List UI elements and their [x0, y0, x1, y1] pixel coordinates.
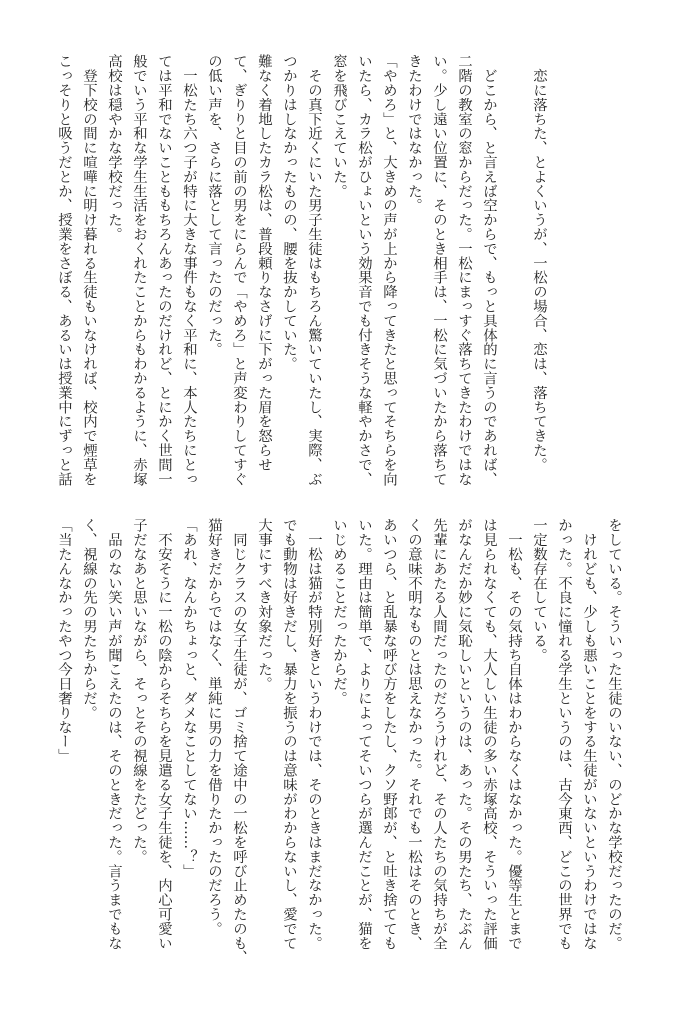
text-line: つかりはしなかったものの、腰を抜かしていた。 [281, 54, 297, 371]
text-line [501, 54, 526, 494]
text-line: でも動物は好きだし、暴力を振うのは意味がわからないし、愛でて [281, 518, 297, 950]
text-line: 般でいう平和な学生生活をおくれたことからもわかるように、赤塚 [131, 54, 147, 486]
text-line: 「あれ、なんかちょっと、ダメなことしてない……？」 [181, 518, 197, 878]
text-line: 一松は猫が特別好きというわけでは、そのときはまだなかった。 [306, 518, 322, 950]
lower-text-block [51, 518, 626, 965]
text-line: その真下近くにいた男子生徒はもちろん驚いていたし、実際、ぶ [306, 54, 322, 486]
text-line: こっそりと吸うだとか、授業をさぼる、あるいは授業中にずっと話 [56, 54, 72, 486]
text-line: いじめることだったからだ。 [331, 518, 347, 706]
text-line: 大事にすべき対象だった。 [256, 518, 272, 691]
text-line: をしている。そういった生徒のいない、のどかな学校だったのだ。 [606, 518, 622, 950]
text-line: 先輩にあたる人間だったのだろうけれど、その人たちの気持ちが全 [431, 518, 447, 950]
text-line: 難なく着地したカラ松は、普段頼りなさげに下がった眉を怒らせ [256, 54, 272, 472]
text-line: 一松たち六つ子が特に大きな事件もなく平和に、本人たちにとっ [181, 54, 197, 486]
text-line: 高校は穏やかな学校だった。 [106, 54, 122, 242]
text-line: がなんだか妙に気恥しいというのは、あった。その男たち、たぶん [456, 518, 472, 950]
text-line: 窓を飛びこえていた。 [331, 54, 347, 198]
text-line: 「当たんなかったやつ今日奢りなー」 [56, 518, 72, 763]
text-line: かった。不良に憧れる学生というのは、古今東西、どこの世界でも [556, 518, 572, 950]
text-line: 子だなあと思いながら、そっとその視線をたどった。 [131, 518, 147, 864]
text-line: 不安そうに一松の陰からそちらを見遣る女子生徒を、内心可愛い [156, 518, 172, 950]
upper-text-block [51, 54, 626, 494]
text-line: 恋に落ちた、とよくいうが、一松の場合、恋は、落ちてきた。 [531, 54, 547, 472]
text-line: い。少し遠い位置に、そのとき相手は、一松に気づいたから落ちて [431, 54, 447, 486]
text-line: 猫好きだからではなく、単純に男の力を借りたかったのだろう。 [206, 518, 222, 936]
text-line: どこから、と言えば空からで、もっと具体的に言うのであれば、 [481, 54, 497, 486]
text-line: 二階の教室の窓からだった。一松にまっすぐ落ちてきたわけではな [456, 54, 472, 486]
text-line: けれども、少しも悪いことをする生徒がいないというわけではな [581, 518, 597, 950]
text-line: あいつら、と乱暴な呼び方をしたし、クソ野郎が、と吐き捨てても [381, 518, 397, 950]
text-line: きたわけではなかった。 [406, 54, 422, 213]
text-line: 一松も、その気持ち自体はわからなくはなかった。優等生とまで [506, 518, 522, 950]
text-line: くの意味不明なものとは思えなかった。それでも一松はそのとき、 [406, 518, 422, 950]
text-line: ては平和でないことももちろんあったのだけれど、とにかく世間一 [156, 54, 172, 486]
text-line: 同じクラスの女子生徒が、ゴミ捨て途中の一松を呼び止めたのも、 [231, 518, 247, 965]
text-line: いたら、カラ松がひょいという効果音でも付きそうな軽やかさで、 [356, 54, 372, 486]
text-line: 「やめろ」と、大きめの声が上から降ってきたと思ってそちらを向 [381, 54, 397, 486]
text-line: て、ぎりりと目の前の男をにらんで「やめろ」と声変わりしてすぐ [231, 54, 247, 486]
text-line: 品のない笑い声が聞こえたのは、そのときだった。言うまでもな [106, 518, 122, 950]
text-line: の低い声を、さらに落として言ったのだった。 [206, 54, 222, 357]
text-line: 一定数存在している。 [531, 518, 547, 662]
text-line: く、視線の先の男たちからだ。 [81, 518, 97, 720]
text-line: は見られなくても、大人しい生徒の多い赤塚高校、そういった評価 [481, 518, 497, 950]
text-line: いた。理由は簡単で、よりによってそいつらが選んだことが、猫を [356, 518, 372, 950]
text-line: 登下校の間に喧嘩に明け暮れる生徒もいなければ、校内で煙草を [81, 54, 97, 486]
